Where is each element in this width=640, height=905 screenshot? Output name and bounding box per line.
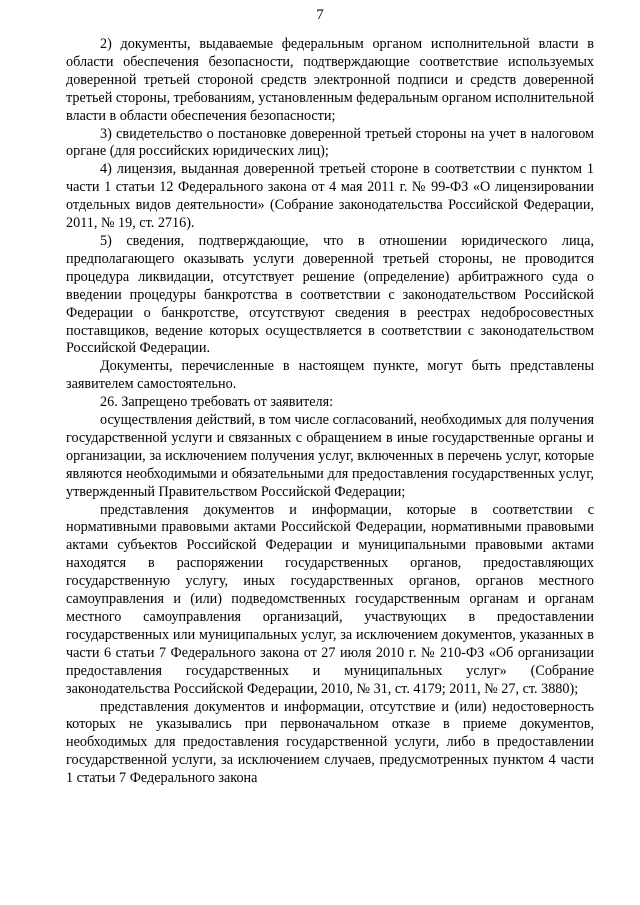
paragraph-item-2: 2) документы, выдаваемые федеральным органом исполнительной власти в области обеспечения безопасности, подтверждающие соответствие используемых доверенной третьей стороной средств электронной подписи и средств доверенной третьей стороны, требованиям, установленным федеральным органом исполнительной власти в области обеспечения безопасности; [66,36,594,124]
paragraph-prohibition-3: представления документов и информации, отсутствие и (или) недостоверность которых не указывались при первоначальном отказе в приеме документов, необходимых для предоставления государственной услуги, либо в предоставлении государственной услуги, за исключением случаев, предусмотренных пунктом 4 части 1 статьи 7 Федерального закона [66,698,594,787]
document-body [66,36,594,788]
section-heading-26: 26. Запрещено требовать от заявителя: [100,394,334,411]
paragraph-note: Документы, перечисленные в настоящем пункте, могут быть представлены заявителем самостоятельно. [66,358,594,393]
paragraph-item-4: 4) лицензия, выданная доверенной третьей стороне в соответствии с пунктом 1 части 1 статьи 12 Федерального закона от 4 мая 2011 г. № 99-ФЗ «О лицензировании отдельных видов деятельности» (Собрание законодательства Российской Федерации, 2011, № 19, ст. 2716). [66,161,594,232]
paragraph-prohibition-1: осуществления действий, в том числе согласований, необходимых для получения государственной услуги и связанных с обращением в иные государственные органы и организации, за исключением получения услуг, включенных в перечень услуг, которые являются необходимыми и обязательными для предоставления государственных услуг, утвержденный Правительством Российской Федерации; [66,412,594,500]
page-number: 7 [316,7,324,23]
paragraph-item-5: 5) сведения, подтверждающие, что в отношении юридического лица, предполагающего оказывать услуги доверенной третьей стороны, не проводится процедура ликвидации, отсутствует решение (определение) арбитражного суда о введении процедуры банкротства в соответствии с законодательством Российской Федерации о банкротстве, отсутствуют сведения в реестрах недобросовестных поставщиков, ведение которых осуществляется в соответствии с законодательством Российской Федерации. [66,232,594,357]
paragraph-prohibition-2: представления документов и информации, которые в соответствии с нормативными правовыми актами Российской Федерации, нормативными правовыми актами субъектов Российской Федерации и муниципальными правовыми актами находятся в распоряжении государственных органов, предоставляющих государственную услугу, иных государственных органов, органов местного самоуправления и (или) подведомственных государственным органам и органам местного самоуправления организаций, участвующих в предоставлении государственных или муниципальных услуг, за исключением документов, указанных в части 6 статьи 7 Федерального закона от 27 июля 2010 г. № 210-ФЗ «Об организации предоставления государственных и муниципальных услуг» (Собрание законодательства Российской Федерации, 2010, № 31, ст. 4179; 2011, № 27, ст. 3880); [66,501,594,697]
paragraph-item-3: 3) свидетельство о постановке доверенной третьей стороны на учет в налоговом органе (для российских юридических лиц); [66,125,594,160]
